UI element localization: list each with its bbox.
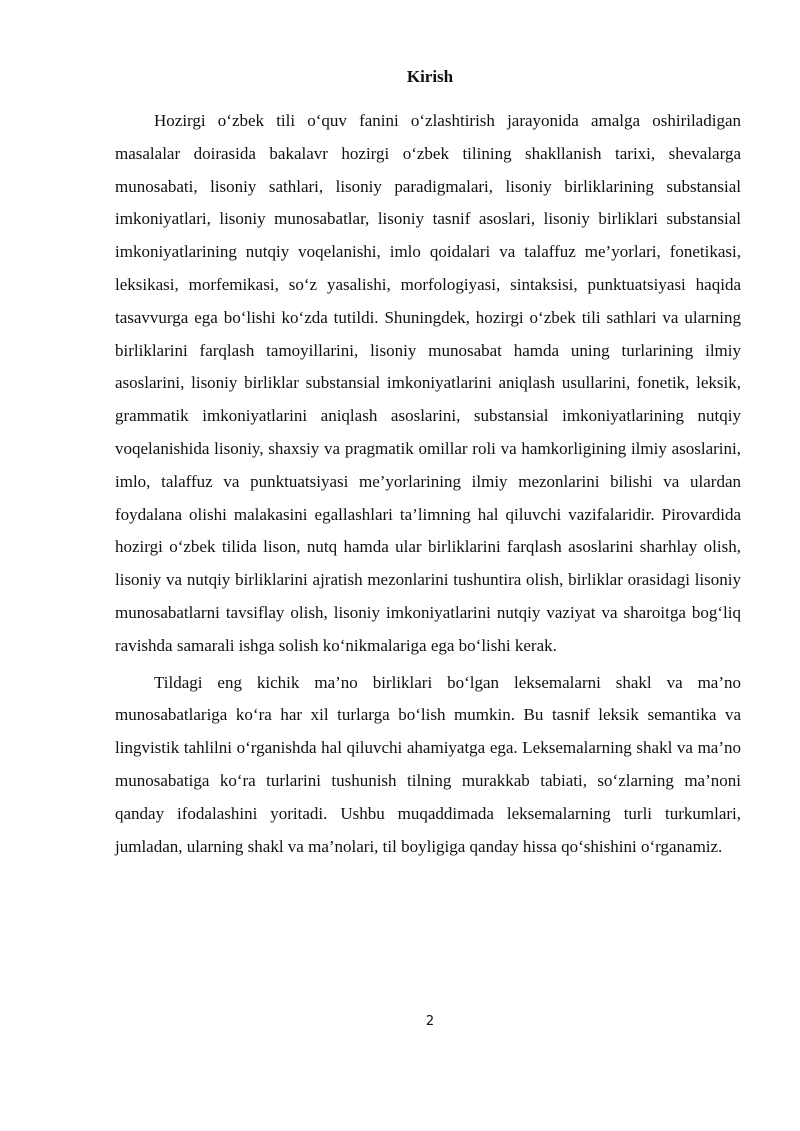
paragraph-1: Hozirgi o‘zbek tili o‘quv fanini o‘zlashtirish jarayonida amalga oshiriladigan masalalar doirasida bakalavr hozirgi o‘zbek tilining shakllanish tarixi, shevalarga munosabati, lisoniy sathlari, lisoniy paradigmalari, lisoniy birliklarining substansial imkoniyatlari, lisoniy munosabatlar, lisoniy tasnif asoslari, lisoniy birliklari substansial imkoniyatlarining nutqiy voqelanishi, imlo qoidalari va talaffuz me’yorlari, fonetikasi, leksikasi, morfemikasi, so‘z yasalishi, morfologiyasi, sintaksisi, punktuatsiyasi haqida tasavvurga ega bo‘lishi ko‘zda tutildi. Shuningdek, hozirgi o‘zbek tili sathlari va ularning birliklarini farqlash tamoyillarini, lisoniy munosabat hamda uning turlarining ilmiy asoslarini, lisoniy birliklar substansial imkoniyatlarini aniqlash usullarini, fonetik, leksik, grammatik imkoniyatlarini aniqlash asoslarini, substansial imkoniyatlarining nutqiy voqelanishida lisoniy, shaxsiy va pragmatik omillar roli va hamkorligining ilmiy asoslarini, imlo, talaffuz va punktuatsiyasi me’yorlarining ilmiy mezonlarini bilishi va ulardan foydalana olishi malakasini egallashlari ta’limning hal qiluvchi vazifalaridir. Pirovardida hozirgi o‘zbek tilida lison, nutq hamda ular birliklarini farqlash asoslarini sharhlay olish, lisoniy va nutqiy birliklarini ajratish mezonlarini tushuntira olish, birliklar orasidagi lisoniy munosabatlarni tavsiflay olish, lisoniy imkoniyatlarini nutqiy vaziyat va sharoitga bog‘liq ravishda samarali ishga solish ko‘nikmalariga ega bo‘lishi kerak.	[115, 111, 741, 655]
paragraph-2: Tildagi eng kichik ma’no birliklari bo‘lgan leksemalarni shakl va ma’no munosabatlariga ko‘ra har xil turlarga bo‘lish mumkin. Bu tasnif leksik semantika va lingvistik tahlilni o‘rganishda hal qiluvchi ahamiyatga ega. Leksemalarning shakl va ma’no munosabatiga ko‘ra turlarini tushunish tilning murakkab tabiati, so‘zlarning ma’noni qanday ifodalashini yoritadi. Ushbu muqaddimada leksemalarning turli turkumlari, jumladan, ularning shakl va ma’nolari, til boyligiga qanday hissa qo‘shishini o‘rganamiz.	[115, 672, 741, 856]
page-number: 2	[425, 1014, 435, 1029]
body-text	[115, 105, 741, 863]
page-title: Kirish	[406, 67, 454, 86]
